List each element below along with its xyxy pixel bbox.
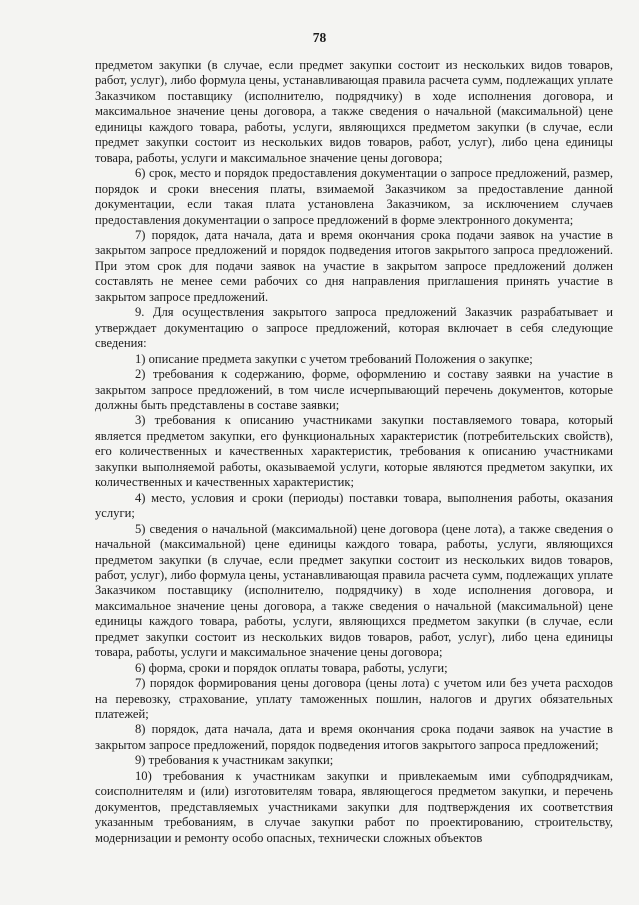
paragraph-list-item-8: 8) порядок, дата начала, дата и время окончания срока подачи заявок на участие в закрытом запросе предложений, порядок подведения итогов закрытого запроса предложений;	[95, 722, 613, 752]
paragraph-continuation: предметом закупки (в случае, если предмет закупки состоит из нескольких видов товаров, работ, услуг), либо формула цены, устанавливающая правила расчета сумм, подлежащих уплате Заказчиком поставщику (исполнителю, подрядчику) в ходе исполнения договора, и максимальное значение цены договора, а также сведения о начальной (максимальной) цене единицы каждого товара, работы, услуги, являющихся предметом закупки (в случае, если предмет закупки состоит из нескольких видов товаров, работ, услуг), либо цена единицы товара, работы, услуги и максимальное значение цены договора;	[95, 58, 613, 165]
paragraph-section-9: 9. Для осуществления закрытого запроса предложений Заказчик разрабатывает и утверждает документацию о запросе предложений, которая включает в себя следующие сведения:	[95, 305, 613, 351]
paragraph-item-7: 7) порядок, дата начала, дата и время окончания срока подачи заявок на участие в закрытом запросе предложений и порядок подведения итогов закрытого запроса предложений. При этом срок для подачи заявок на участие в закрытом запросе предложений должен составлять не менее семи рабочих со дня направления приглашения принять участие в закрытом запросе предложений.	[95, 227, 613, 304]
paragraph-list-item-10: 10) требования к участникам закупки и привлекаемым ими субподрядчикам, соисполнителям и (или) изготовителям товара, являющегося предметом закупки, и перечень документов, представляемых участниками закупки для подтверждения их соответствия указанным требованиям, в случае закупки работ по проектированию, строительству, модернизации и ремонту особо опасных, технически сложных объектов	[95, 768, 613, 845]
page-number: 78	[312, 30, 327, 45]
paragraph-list-item-3: 3) требования к описанию участниками закупки поставляемого товара, который является предметом закупки, его функциональных характеристик (потребительских свойств), его количественных и качественных характеристик, требования к описанию участниками закупки выполняемой работы, оказываемой услуги, которые являются предметом закупки, их количественных и качественных характеристик;	[95, 413, 613, 490]
paragraph-list-item-4: 4) место, условия и сроки (периоды) поставки товара, выполнения работы, оказания услуги;	[95, 490, 613, 521]
paragraph-list-item-9: 9) требования к участникам закупки;	[135, 753, 334, 768]
paragraph-list-item-6: 6) форма, сроки и порядок оплаты товара, работы, услуги;	[135, 660, 448, 675]
paragraph-list-item-1: 1) описание предмета закупки с учетом требований Положения о закупке;	[135, 351, 533, 366]
paragraph-item-6: 6) срок, место и порядок предоставления документации о запросе предложений, размер, порядок и сроки внесения платы, взимаемой Заказчиком за предоставление данной документации, если такая плата установлена Заказчиком, за исключением случаев предоставления документации о запросе предложений в форме электронного документа;	[95, 166, 613, 227]
paragraph-list-item-2: 2) требования к содержанию, форме, оформлению и составу заявки на участие в закрытом запросе предложений, в том числе исчерпывающий перечень документов, которые должны быть представлены в составе заявки;	[95, 367, 613, 412]
document-body	[95, 58, 613, 846]
paragraph-list-item-7: 7) порядок формирования цены договора (цены лота) с учетом или без учета расходов на перевозку, страхование, уплату таможенных пошлин, налогов и других обязательных платежей;	[95, 676, 613, 722]
paragraph-list-item-5: 5) сведения о начальной (максимальной) цене договора (цене лота), а также сведения о начальной (максимальной) цене единицы каждого товара, работы, услуги, являющихся предметом закупки (в случае, если предмет закупки состоит из нескольких видов товаров, работ, услуг), либо формула цены, устанавливающая правила расчета сумм, подлежащих уплате Заказчиком поставщику (исполнителю, подрядчику) в ходе исполнения договора, и максимальное значение цены договора, а также сведения о начальной (максимальной) цене единицы каждого товара, работы, услуги, являющихся предметом закупки (в случае, если предмет закупки состоит из нескольких видов товаров, работ, услуг), либо цена единицы товара, работы, услуги и максимальное значение цены договора;	[95, 521, 613, 660]
